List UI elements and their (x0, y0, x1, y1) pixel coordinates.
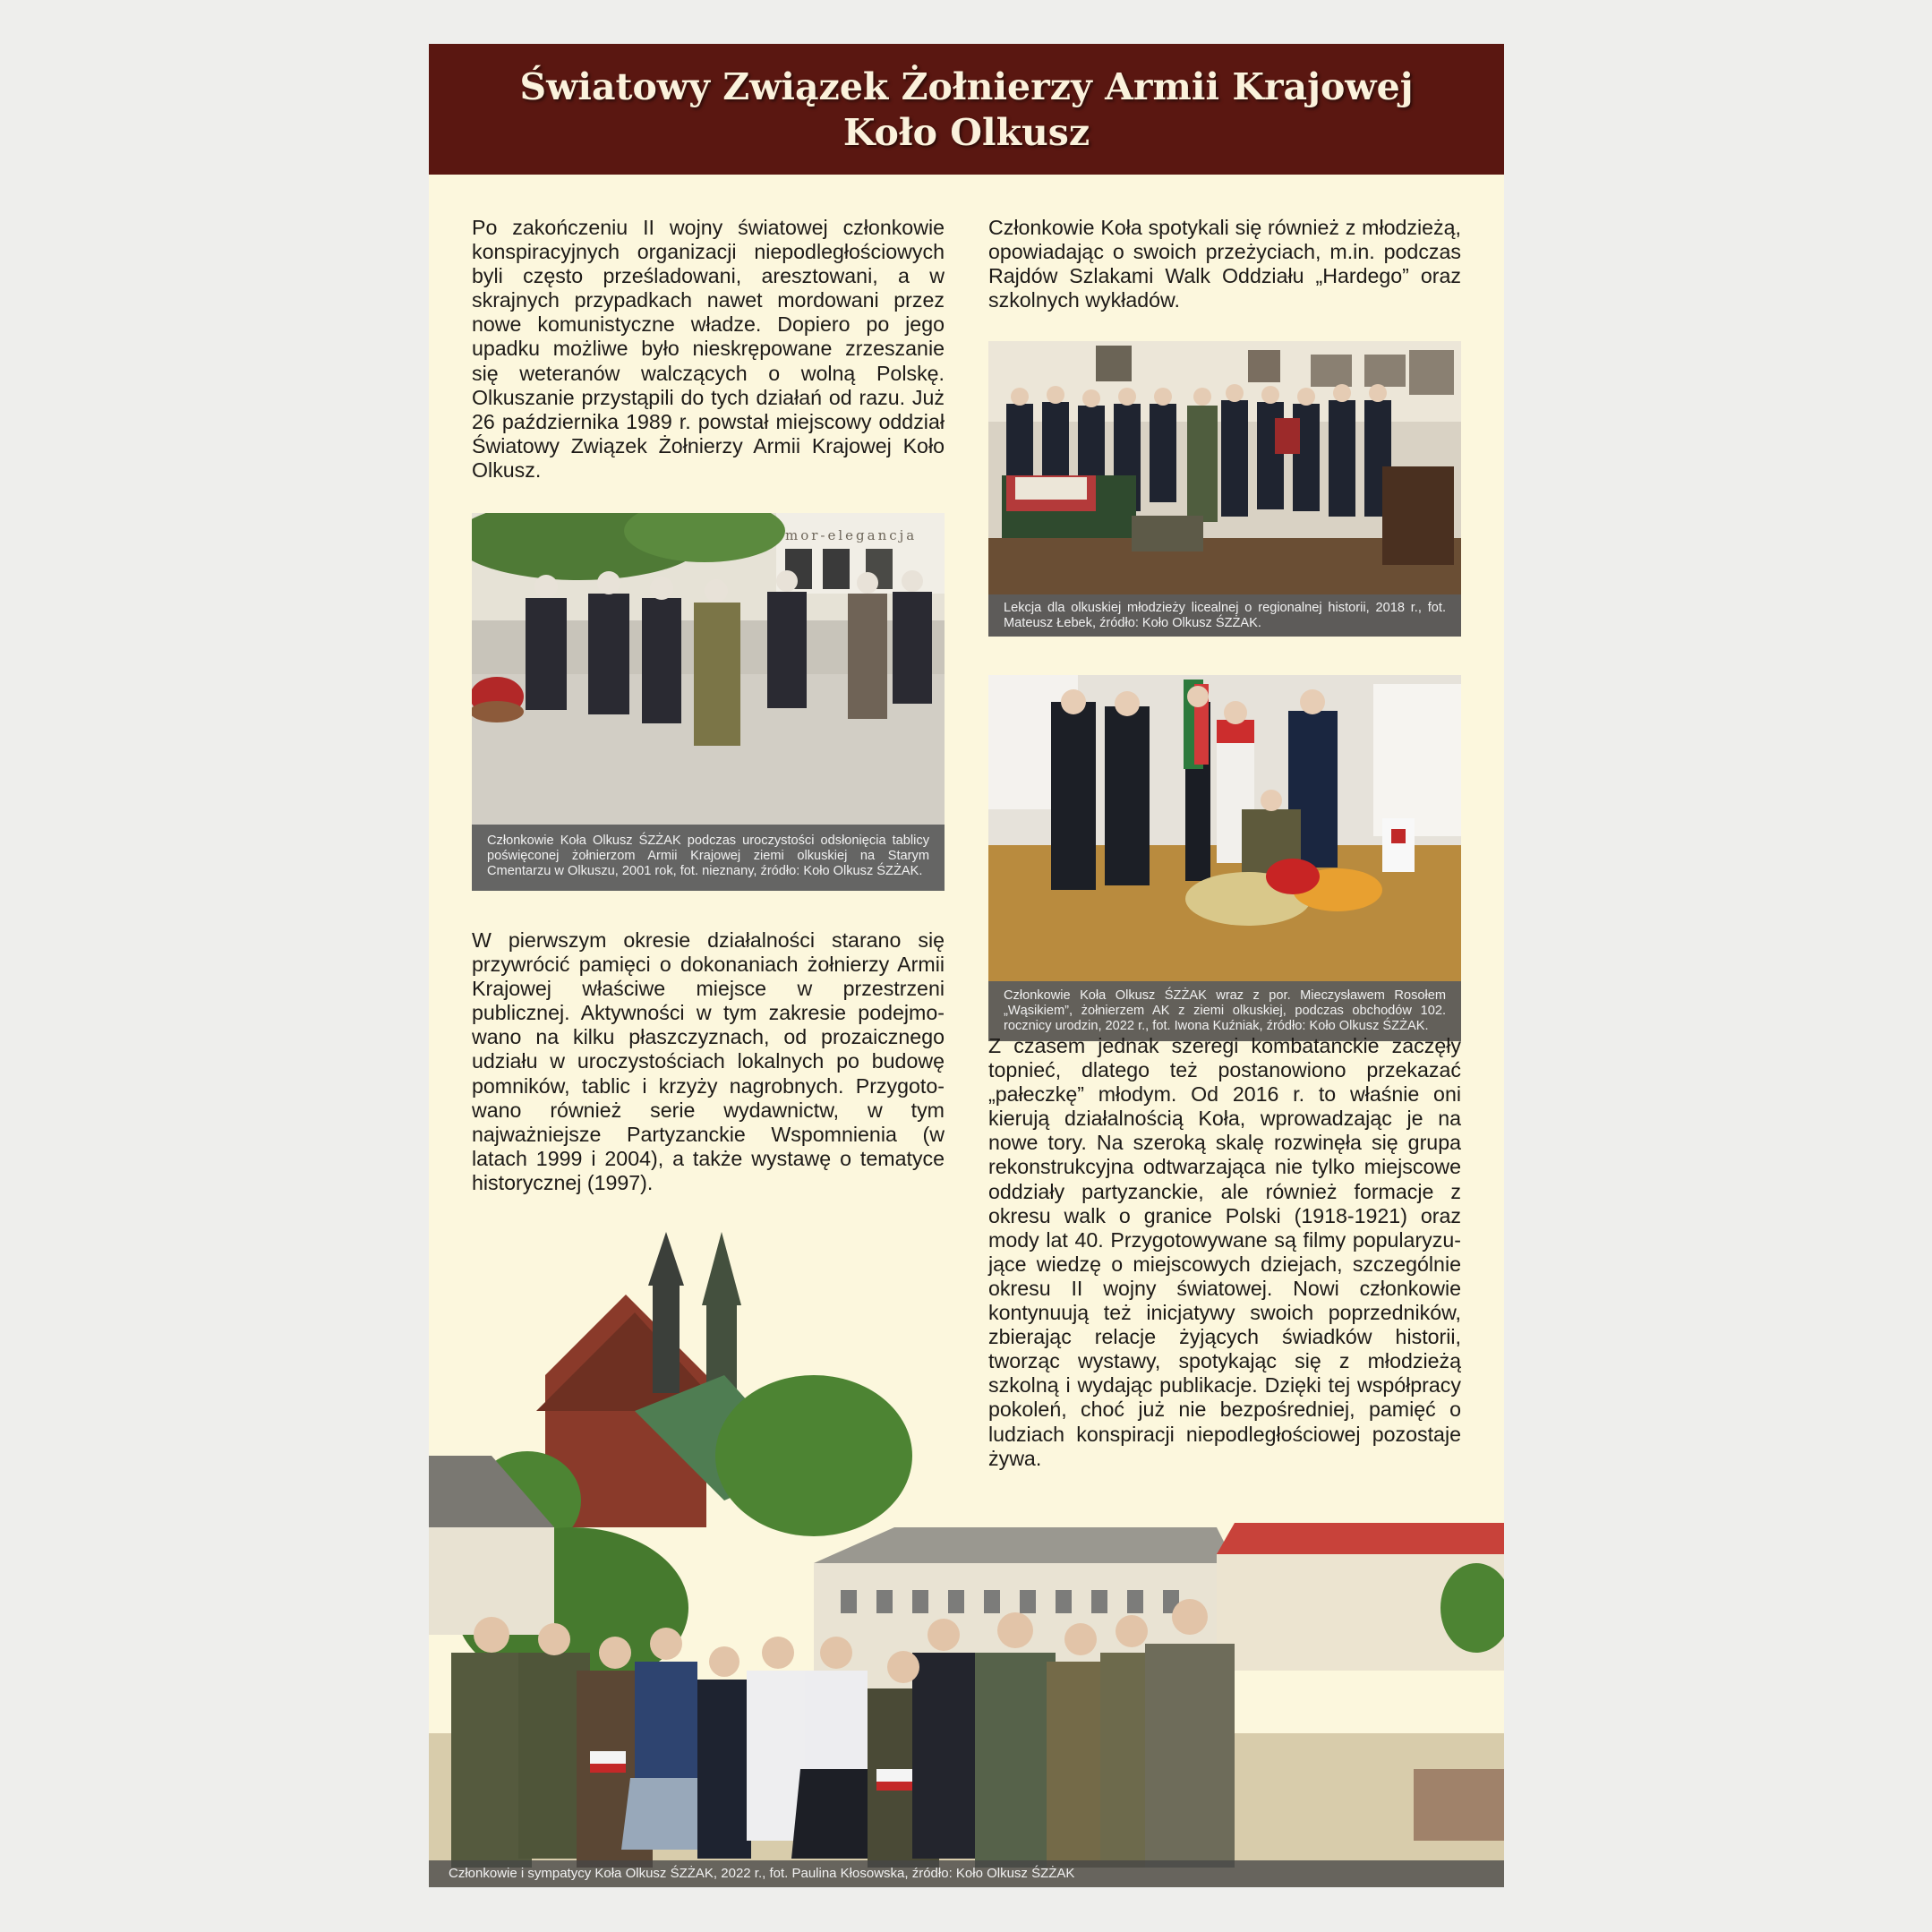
lesson-photo-image (988, 341, 1461, 637)
group-photo-caption: Członkowie i sympatycy Koła Olkusz ŚZŻAK, 2022 r., fot. Paulina Kłosowska, źródło: Koło Olkusz ŚZŻAK (429, 1860, 1504, 1887)
poster-header (429, 44, 1504, 175)
title-line-2: Koło Olkusz (842, 111, 1090, 154)
title-line-1: Światowy Związek Żołnierzy Armii Krajowej (519, 65, 1414, 108)
youth-paragraph: Członkowie Koła spotykali się również z młodzieżą, opowiadając o swoich przeżyciach, m.in. podczas Rajdów Szlakami Walk Oddziału „Hardego” oraz szkolnych wykładów. (988, 216, 1461, 312)
intro-paragraph: Po zakończeniu II wojny światowej członkowie konspiracyjnych organizacji niepodległościowych byli często prześladowani, aresztowani, a w skrajnych przypadkach nawet mordowani przez nowe komunistyczne władze. Dopiero po jego upadku możliwe było nieskrępowane zrzeszanie się weteranów walczących o wolną Polskę. Olkuszanie przystąpili do tych działań od razu. Już 26 października 1989 r. powstał miejscowy oddział Światowy Związek Żołnierzy Armii Krajowej Koło Olkusz. (472, 216, 945, 482)
group-photo (429, 1232, 1504, 1887)
march-photo (472, 513, 945, 891)
birthday-photo-caption: Członkowie Koła Olkusz ŚZŻAK wraz z por. Mieczysławem Rosołem „Wąsikiem”, żołnierzem AK z ziemi olkuskiej, podczas obchodów 102. rocznicy urodzin, 2022 r., fot. Iwona Kuźniak, źródło: Koło Olkusz ŚZŻAK. (988, 981, 1461, 1041)
shop-sign-text: mor-elegancja (785, 527, 918, 543)
march-photo-caption: Członkowie Koła Olkusz ŚZŻAK podczas uroczystości odsłonięcia tablicy poświęconej żołnierzom Armii Krajowej ziemi olkuskiej na Starym Cmentarzu w Olkuszu, 2001 rok, fot. nieznany, źródło: Koło Olkusz ŚZŻAK. (472, 825, 945, 891)
lesson-photo-caption: Lekcja dla olkuskiej młodzieży licealnej o regionalnej historii, 2018 r., fot. Mateusz Łebek, źródło: Koło Olkusz ŚZŻAK. (988, 594, 1461, 637)
first-period-paragraph: W pierwszym okresie działalności starano się przywrócić pamięci o dokonaniach żołnierzy Armii Krajowej właściwe miejsce w przestrzeni publicznej. Aktywności w tym zakresie podejmowano na kilku płaszczyznach, od prozaicznego udziału w uroczystościach lokalnych po budowę pomników, tablic i krzyży nagrobnych. Przygotowano również serie wydawnictw, w tym najważniejsze Partyzanckie Wspomnienia (w latach 1999 i 2004), a także wystawę o tematyce historycznej (1997). (472, 928, 945, 1194)
poster (429, 44, 1504, 1887)
lesson-photo (988, 341, 1461, 637)
birthday-photo (988, 675, 1461, 1041)
over-time-paragraph: Z czasem jednak szeregi kombatanckie zaczęły topnieć, dlatego też postanowiono przekazać „pałeczkę” młodym. Od 2016 r. to właśnie oni kierują działalnością Koła, wprowadzając je na nowe tory. Na szeroką skalę rozwinęła się grupa rekonstrukcyjna odtwarzająca nie tylko miejscowe oddziały partyzanckie, ale również formacje z okresu walk o granice Polski (1918-1921) oraz mody lat 40. Przygotowywane są filmy popularyzujące wiedzę o miejscowych dziejach, szczególnie okresu II wojny światowej. Nowi członkowie kontynuują też inicjatywy swoich poprzedników, zbierając relacje żyjących świadków historii, tworząc wystawy, spotykając się z młodzieżą szkolną i wydając publikacje. Dzięki tej współpracy pokoleń, choć już nie bezpośredniej, pamięć o ludziach konspiracji niepodległościowej pozostaje żywa. (988, 1034, 1461, 1470)
group-photo-image (429, 1232, 1504, 1887)
